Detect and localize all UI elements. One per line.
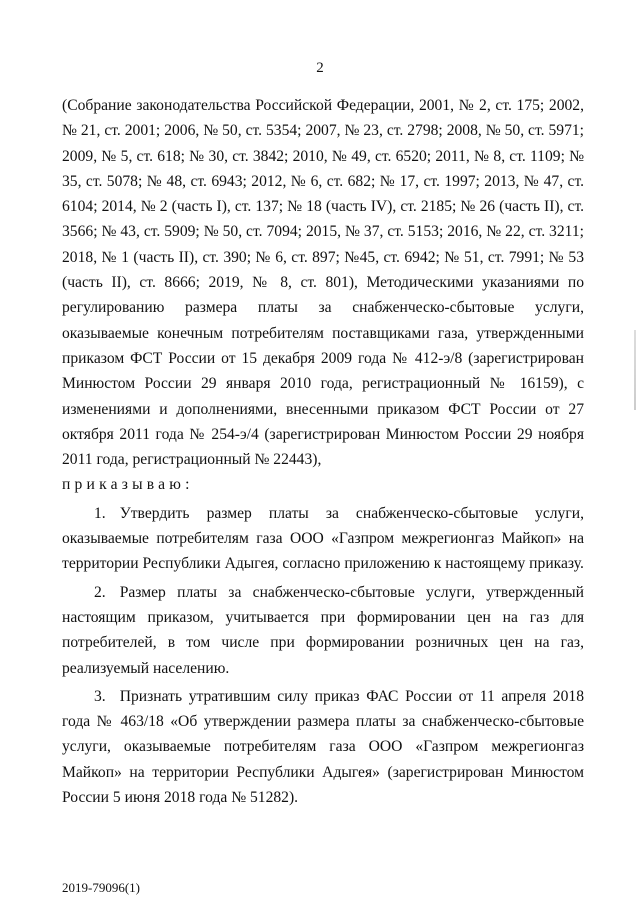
order-item-3: [62, 684, 584, 810]
order-item-1: [62, 501, 584, 577]
item-number: 2.: [94, 583, 106, 601]
document-number: 2019-79096(1): [62, 880, 140, 895]
item-text: Утвердить размер платы за снабженческо-сбытовые услуги, оказываемые потребителям газа ООО «Газпром межрегионгаз Майкоп» на территории Республики Адыгея, согласно приложению к настоящему приказу.: [62, 504, 584, 573]
item-number: 3.: [94, 687, 106, 705]
item-number: 1.: [94, 504, 106, 522]
intro-paragraph: (Собрание законодательства Российской Федерации, 2001, № 2, ст. 175; 2002, № 21, ст. 2001; 2006, № 50, ст. 5354; 2007, № 23, ст. 2798; 2008, № 50, ст. 5971; 2009, № 5, ст. 618; № 30, ст. 3842; 2010, № 49, ст. 6520; 2011, № 8, ст. 1109; № 35, ст. 5078; № 48, ст. 6943; 2012, № 6, ст. 682; № 17, ст. 1997; 2013, № 47, ст. 6104; 2014, № 2 (часть I), ст. 137; № 18 (часть IV), ст. 2185; № 26 (часть II), ст. 3566; № 43, ст. 5909; № 50, ст. 7094; 2015, № 37, ст. 5153; 2016, № 22, ст. 3211; 2018, № 1 (часть II), ст. 390; № 6, ст. 897; №45, ст. 6942; № 51, ст. 7991; № 53 (часть II), ст. 8666; 2019, № 8, ст. 801), Методическими указаниями по регулированию размера платы за снабженческо-сбытовые услуги, оказываемые конечным потребителям поставщиками газа, утвержденными приказом ФСТ России от 15 декабря 2009 года № 412-э/8 (зарегистрирован Минюстом России 29 января 2010 года, регистрационный № 16159), с изменениями и дополнениями, внесенными приказом ФСТ России от 27 октября 2011 года № 254-э/4 (зарегистрирован Минюстом России 29 ноября 2011 года, регистрационный № 22443),: [62, 97, 584, 469]
page-number: 2: [316, 60, 324, 76]
item-text: Признать утратившим силу приказ ФАС России от 11 апреля 2018 года № 463/18 «Об утверждении размера платы за снабженческо-сбытовые услуги, оказываемые потребителям газа ООО «Газпром межрегионгаз Майкоп» на территории Республики Адыгея» (зарегистрирован Минюстом России 5 июня 2018 года № 51282).: [62, 687, 584, 807]
order-item-2: [62, 580, 584, 681]
item-text: Размер платы за снабженческо-сбытовые услуги, утвержденный настоящим приказом, учитывается при формировании цен на газ для потребителей, в том числе при формировании розничных цен на газ, реализуемый населению.: [62, 583, 584, 677]
document-body: [62, 93, 584, 810]
order-word: приказываю:: [62, 476, 194, 494]
scan-edge-mark: [634, 330, 636, 410]
